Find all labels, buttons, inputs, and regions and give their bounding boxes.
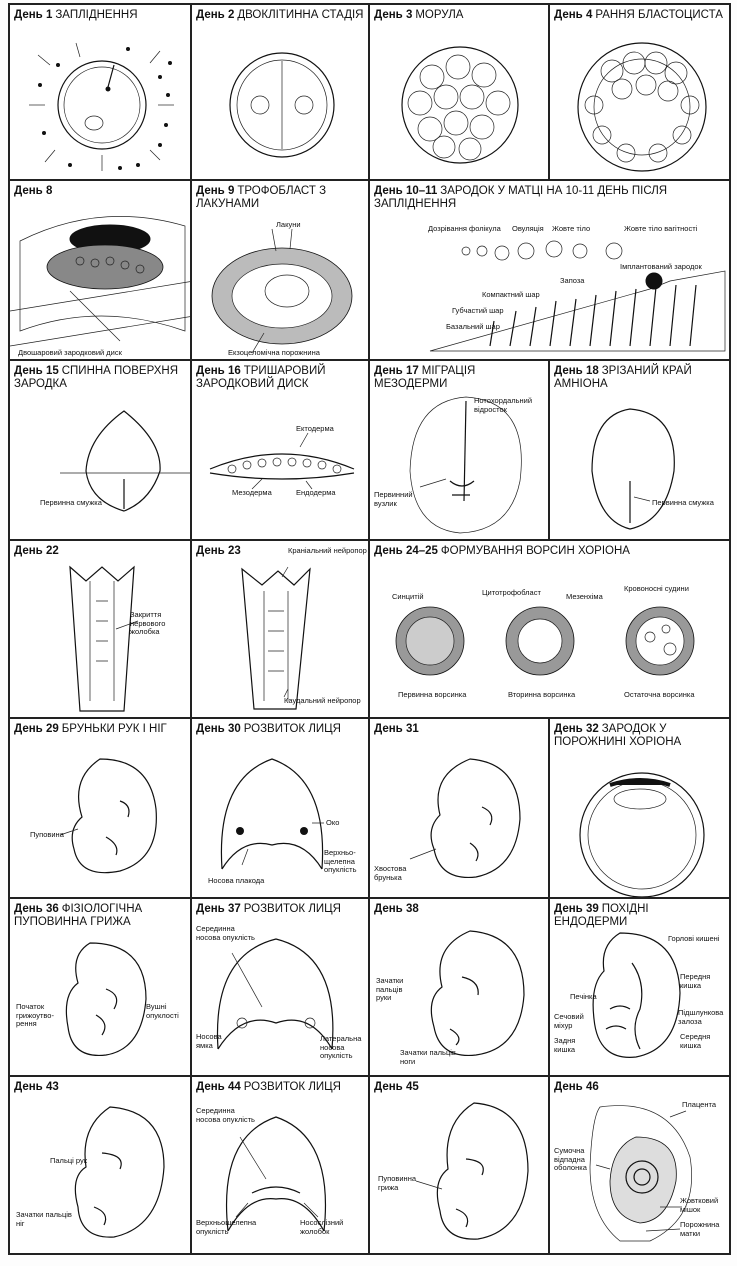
panel-title: День 15 СПИННА ПОВЕРХНЯ ЗАРОДКА (14, 365, 179, 390)
label-liver: Печінка (570, 992, 597, 1001)
label-ovulation: Овуляція (512, 224, 544, 233)
label-umbilical-cord: Пуповина (30, 830, 64, 839)
label-secondary-villus: Вторинна ворсинка (508, 690, 576, 699)
label-foregut: Передня кишка (680, 972, 711, 990)
label-spongy-layer: Губчастий шар (452, 306, 504, 315)
label-primitive-streak: Первинна смужка (40, 498, 102, 507)
panel-title: День 1 ЗАПЛІДНЕННЯ (14, 9, 138, 21)
panel-title: День 32 ЗАРОДОК У ПОРОЖНИНІ ХОРІОНА (554, 723, 682, 748)
label-follicle: Дозрівання фолікула (428, 224, 501, 233)
panel-day-23 (190, 539, 370, 719)
panel-day-18 (548, 359, 731, 541)
label-fingers: Пальці рук (50, 1156, 88, 1165)
label-midgut: Середня кишка (680, 1032, 711, 1050)
panel-title: День 38 (374, 903, 419, 915)
panel-day-8 (8, 179, 192, 361)
panel-day-44 (190, 1075, 370, 1255)
bilaminar-disc-illustration (10, 181, 192, 361)
label-primitive-node: Первинний вузлик (374, 490, 413, 508)
umbilical-hernia-illustration (10, 899, 192, 1077)
panel-title: День 31 (374, 723, 419, 735)
panel-day-9 (190, 179, 370, 361)
panel-day-2 (190, 3, 370, 181)
panel-title: День 36 ФІЗІОЛОГІЧНА ПУПОВИННА ГРИЖА (14, 903, 143, 928)
panel-title: День 44 РОЗВИТОК ЛИЦЯ (196, 1081, 341, 1093)
label-primitive-streak-18: Первинна смужка (652, 498, 714, 507)
label-eye: Око (326, 818, 340, 827)
panel-title: День 23 (196, 545, 241, 557)
panel-day-22 (8, 539, 192, 719)
panel-title: День 18 ЗРІЗАНИЙ КРАЙ АМНІОНА (554, 365, 692, 390)
label-bilaminar-disc: Двошаровий зародковий диск (18, 348, 122, 357)
label-mesoderm: Мезодерма (232, 488, 272, 497)
panel-title: День 37 РОЗВИТОК ЛИЦЯ (196, 903, 341, 915)
label-exocoelomic-cavity: Екзоцеломічна порожнина (228, 348, 320, 357)
label-lateral-nasal-prominence: Латеральна носова опуклість (320, 1034, 362, 1060)
neuropores-illustration (192, 541, 370, 719)
label-pharyngeal-pouches: Горлові кишені (668, 934, 720, 943)
label-placenta: Плацента (682, 1100, 716, 1109)
panel-day-43 (8, 1075, 192, 1255)
panel-title: День 2 ДВОКЛІТИННА СТАДІЯ (196, 9, 364, 21)
panel-day-17 (368, 359, 550, 541)
label-cytotrophoblast: Цитотрофобласт (482, 588, 541, 597)
panel-day-15 (8, 359, 192, 541)
label-blood-vessels: Кровоносні судини (624, 584, 689, 593)
umbilical-hernia-45-illustration (370, 1077, 550, 1255)
panel-day-31 (368, 717, 550, 899)
label-corpus-luteum: Жовте тіло (552, 224, 591, 233)
label-cranial-neuropore: Краніальний нейропор (288, 546, 367, 555)
label-maxillary-prominence-44: Верхньощелепна опуклість (196, 1218, 257, 1236)
panel-title: День 39 ПОХІДНІ ЕНДОДЕРМИ (554, 903, 649, 928)
panel-day-32 (548, 717, 731, 899)
panel-day-39 (548, 897, 731, 1077)
label-maxillary-prominence-30: Верхньо-щелепна опуклість (324, 848, 357, 874)
label-tail-bud: Хвостова брунька (374, 864, 407, 882)
lacunar-trophoblast-illustration (192, 181, 370, 361)
label-decidua-capsularis: Сумочна відпадна оболонка (554, 1146, 587, 1172)
panel-title: День 10–11 ЗАРОДОК У МАТЦІ НА 10-11 ДЕНЬ ПІСЛЯ ЗАПЛІДНЕННЯ (374, 185, 668, 210)
amnion-edge-illustration (550, 361, 731, 541)
panel-day-37 (190, 897, 370, 1077)
label-ectoderm: Ектодерма (296, 424, 334, 433)
label-basal-layer: Базальний шар (446, 322, 500, 331)
trilaminar-disc-illustration (192, 361, 370, 541)
digits-43-illustration (10, 1077, 192, 1255)
panel-title: День 29 БРУНЬКИ РУК І НІГ (14, 723, 167, 735)
panel-day-45 (368, 1075, 550, 1255)
mesoderm-migration-illustration (370, 361, 550, 541)
panel-day-16 (190, 359, 370, 541)
label-tertiary-villus: Остаточна ворсинка (624, 690, 695, 699)
panel-day-4 (548, 3, 731, 181)
label-nasal-pit: Носова ямка (196, 1032, 222, 1050)
panel-title: День 43 (14, 1081, 59, 1093)
panel-title: День 45 (374, 1081, 419, 1093)
label-nasolacrimal-groove: Носослізний жолобок (300, 1218, 344, 1236)
label-endoderm: Ендодерма (296, 488, 336, 497)
label-primary-villus: Первинна ворсинка (398, 690, 467, 699)
two-cell-illustration (192, 5, 370, 181)
panel-day-24-25 (368, 539, 731, 719)
panel-title: День 4 РАННЯ БЛАСТОЦИСТА (554, 9, 723, 21)
panel-day-1 (8, 3, 192, 181)
limb-buds-illustration (10, 719, 192, 899)
dorsal-surface-illustration (10, 361, 192, 541)
panel-title: День 9 ТРОФОБЛАСТ З ЛАКУНАМИ (196, 185, 327, 210)
label-caudal-neuropore: Каудальний нейропор (284, 696, 361, 705)
label-auricular-hillocks: Вушні опуклості (146, 1002, 179, 1020)
label-hindgut: Задня кишка (554, 1036, 576, 1054)
label-medial-nasal-prominence-37: Серединна носова опуклість (196, 924, 255, 942)
label-umbilical-hernia: Пуповинна грижа (378, 1174, 417, 1192)
label-medial-nasal-prominence-44: Серединна носова опуклість (196, 1106, 255, 1124)
panel-title: День 46 (554, 1081, 599, 1093)
panel-title: День 16 ТРИШАРОВИЙ ЗАРОДКОВИЙ ДИСК (196, 365, 326, 390)
panel-title: День 24–25 ФОРМУВАННЯ ВОРСИН ХОРІОНА (374, 545, 630, 557)
panel-day-38 (368, 897, 550, 1077)
panel-day-29 (8, 717, 192, 899)
label-syncytium: Синцитій (392, 592, 424, 601)
blastocyst-illustration (550, 5, 731, 181)
panel-title: День 8 (14, 185, 53, 197)
label-implanted-embryo: Імплантований зародок (620, 262, 702, 271)
label-gland: Запоза (560, 276, 585, 285)
label-yolk-sac: Жовтковий мішок (680, 1196, 719, 1214)
label-toe-rudiments: Зачатки пальців ніг (16, 1210, 72, 1228)
panel-day-46 (548, 1075, 731, 1255)
panel-day-30 (190, 717, 370, 899)
label-toe-rays: Зачатки пальців ноги (400, 1048, 456, 1066)
label-bladder: Сечовий міхур (554, 1012, 584, 1030)
label-herniation-start: Початок грижоутво-рення (16, 1002, 54, 1028)
label-pancreas: Підшлункова залоза (678, 1008, 724, 1026)
panel-day-10-11 (368, 179, 731, 361)
label-compact-layer: Компактний шар (482, 290, 540, 299)
panel-title: День 3 МОРУЛА (374, 9, 464, 21)
panel-title: День 30 РОЗВИТОК ЛИЦЯ (196, 723, 341, 735)
chorionic-cavity-illustration (550, 719, 731, 899)
panel-day-36 (8, 897, 192, 1077)
label-mesenchyme: Мезенхіма (566, 592, 603, 601)
label-lacunae: Лакуни (276, 220, 301, 229)
morula-illustration (370, 5, 550, 181)
panel-day-3 (368, 3, 550, 181)
label-uterine-cavity: Порожнина матки (680, 1220, 720, 1238)
fertilization-illustration (10, 5, 192, 181)
panel-title: День 17 МІГРАЦІЯ МЕЗОДЕРМИ (374, 365, 476, 390)
label-nasal-placode: Носова плакода (208, 876, 265, 885)
label-neural-groove-closure: Закриття нервового жолобка (130, 610, 166, 636)
label-finger-rays: Зачатки пальців руки (376, 976, 404, 1002)
label-notochordal-process: Нотохордальний відросток (474, 396, 533, 414)
label-corpus-luteum-pregnancy: Жовте тіло вагітності (624, 224, 698, 233)
panel-title: День 22 (14, 545, 59, 557)
